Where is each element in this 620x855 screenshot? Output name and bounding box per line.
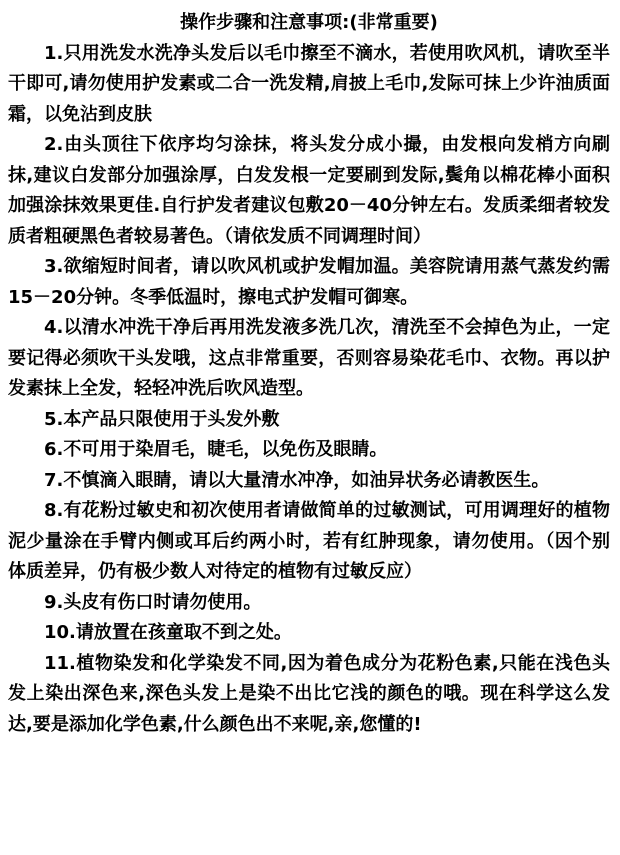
instruction-item-11: 11.植物染发和化学染发不同,因为着色成分为花粉色素,只能在浅色头发上染出深色来,深色头发上是染不出比它浅的颜色的哦。现在科学这么发达,要是添加化学色素,什么颜色出不来呢,亲,您懂的!	[8, 652, 610, 735]
document-title: 操作步骤和注意事项:(非常重要)	[180, 12, 438, 33]
instruction-item-1: 1.只用洗发水洗净头发后以毛巾擦至不滴水，若使用吹风机，请吹至半干即可,请勿使用护发素或二合一洗发精,肩披上毛巾,发际可抹上少许油质面霜，以免沾到皮肤	[8, 42, 610, 125]
instruction-item-3: 3.欲缩短时间者，请以吹风机或护发帽加温。美容院请用蒸气蒸发约需15－20分钟。冬季低温时，擦电式护发帽可御寒。	[8, 256, 610, 308]
instruction-item-4: 4.以清水冲洗干净后再用洗发液多洗几次，清洗至不会掉色为止，一定要记得必须吹干头发哦，这点非常重要，否则容易染花毛巾、衣物。再以护发素抹上全发，轻轻冲洗后吹风造型。	[8, 317, 610, 399]
instruction-item-7: 7.不慎滴入眼睛，请以大量清水冲净，如油异状务必请教医生。	[44, 469, 550, 491]
instruction-item-2: 2.由头顶往下依序均匀涂抹，将头发分成小撮，由发根向发梢方向刷抹,建议白发部分加强涂厚，白发发根一定要刷到发际,鬓角以棉花棒小面积加强涂抹效果更佳.自行护发者建议包敷20－40分钟左右。发质柔细者较发质者粗硬黑色者较易著色。（请依发质不同调理时间）	[8, 134, 610, 247]
instruction-item-6: 6.不可用于染眉毛，睫毛，以免伤及眼睛。	[44, 439, 388, 460]
instruction-item-9: 9.头皮有伤口时请勿使用。	[44, 591, 262, 613]
instruction-item-10: 10.请放置在孩童取不到之处。	[44, 622, 292, 643]
instruction-item-5: 5.本产品只限使用于头发外敷	[44, 408, 280, 430]
instruction-item-8: 8.有花粉过敏史和初次使用者请做简单的过敏测试，可用调理好的植物泥少量涂在手臂内侧或耳后约两小时，若有红肿现象，请勿使用。（因个别体质差异，仍有极少数人对待定的植物有过敏反应）	[8, 500, 610, 582]
